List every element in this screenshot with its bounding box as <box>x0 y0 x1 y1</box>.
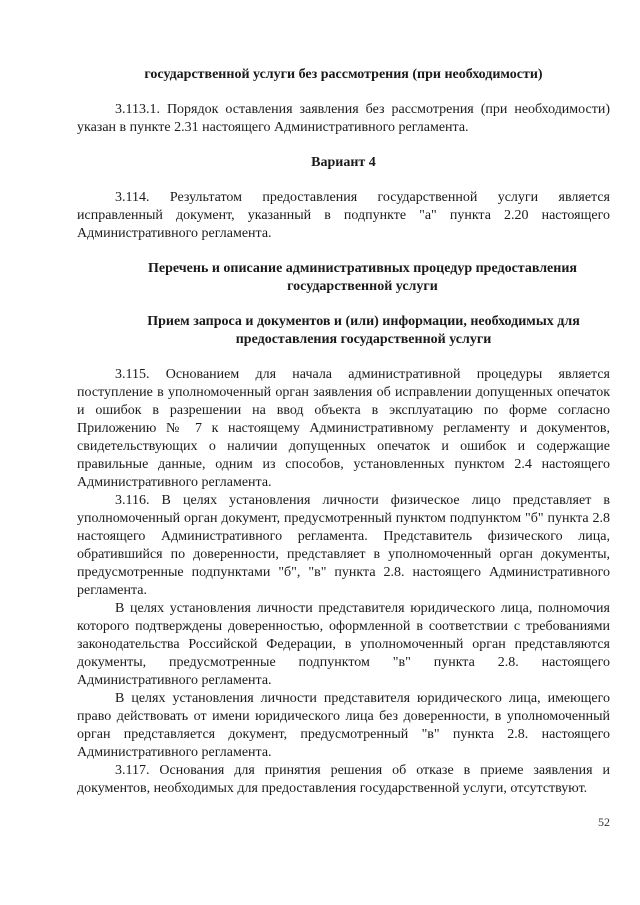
paragraph-3-117: 3.117. Основания для принятия решения об отказе в приеме заявления и документов, необходимых для предоставления государственной услуги, отсутствуют. <box>77 763 610 796</box>
document-page <box>77 60 610 798</box>
paragraph-legal-entity-no-proxy: В целях установления личности представителя юридического лица, имеющего право действовать от имени юридического лица без доверенности, в уполномоченный орган представляется документ, предусмотренный "в" пункта 2.8. настоящего Административного регламента. <box>77 691 610 760</box>
paragraph-3-114: 3.114. Результатом предоставления государственной услуги является исправленный документ, указанный в подпункте "а" пункта 2.20 настоящего Административного регламента. <box>77 190 610 241</box>
variant-heading: Вариант 4 <box>311 155 376 170</box>
procedures-heading: Перечень и описание административных процедур предоставления государственной услуги <box>148 261 577 294</box>
intake-heading: Прием запроса и документов и (или) информации, необходимых для предоставления государственной услуги <box>147 314 580 347</box>
page-number: 52 <box>598 815 610 829</box>
section-heading-continuation: государственной услуги без рассмотрения (при необходимости) <box>144 67 543 82</box>
paragraph-3-116: 3.116. В целях установления личности физическое лицо представляет в уполномоченный орган документ, предусмотренный пунктом подпунктом "б" пункта 2.8 настоящего Административного регламента. Представитель физического лица, обратившийся по доверенности, представляет в уполномоченный орган документы, предусмотренные подпунктами "б", "в" пункта 2.8. настоящего Административного регламента. <box>77 493 610 598</box>
paragraph-3-115: 3.115. Основанием для начала административной процедуры является поступление в уполномоченный орган заявления об исправлении допущенных опечаток и ошибок в разрешении на ввод объекта в эксплуатацию по форме согласно Приложению № 7 к настоящему Административному регламенту и документов, свидетельствующих о наличии допущенных опечаток и ошибок и содержащие правильные данные, одним из способов, установленных пунктом 2.4 настоящего Административного регламента. <box>77 367 610 490</box>
paragraph-legal-entity-proxy: В целях установления личности представителя юридического лица, полномочия которого подтверждены доверенностью, оформленной в соответствии с требованиями законодательства Российской Федерации, в уполномоченный орган представляются документы, предусмотренные подпунктом "в" пункта 2.8. настоящего Административного регламента. <box>77 601 610 688</box>
paragraph-3-113-1: 3.113.1. Порядок оставления заявления без рассмотрения (при необходимости) указан в пункте 2.31 настоящего Административного регламента. <box>77 102 610 135</box>
